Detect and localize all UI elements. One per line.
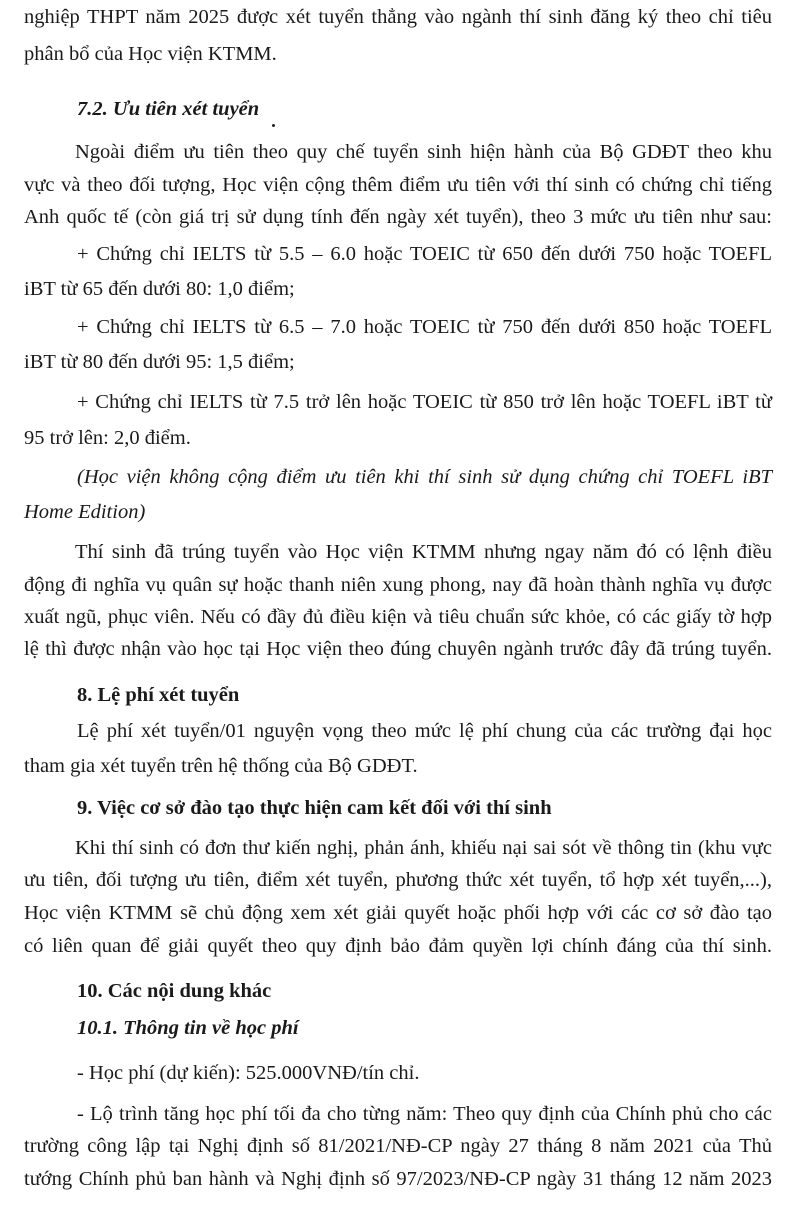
body-text-line: tướng Chính phủ ban hành và Nghị định số 97/2023/NĐ-CP ngày 31 tháng 12 năm 2023 bbox=[24, 1168, 772, 1190]
body-text-line: tham gia xét tuyển trên hệ thống của Bộ GDĐT. bbox=[24, 755, 418, 777]
body-text-line: Lệ phí xét tuyển/01 nguyện vọng theo mức lệ phí chung của các trường đại học bbox=[77, 720, 772, 742]
section-heading-9: 9. Việc cơ sở đào tạo thực hiện cam kết đối với thí sinh bbox=[77, 797, 552, 819]
section-heading-10: 10. Các nội dung khác bbox=[77, 980, 272, 1002]
list-item-line: + Chứng chỉ IELTS từ 7.5 trở lên hoặc TOEIC từ 850 trở lên hoặc TOEFL iBT từ bbox=[77, 391, 772, 413]
body-text-line: động đi nghĩa vụ quân sự hoặc thanh niên xung phong, nay đã hoàn thành nghĩa vụ được bbox=[24, 574, 772, 596]
body-text-line: trường công lập tại Nghị định số 81/2021/NĐ-CP ngày 27 tháng 8 năm 2021 của Thủ bbox=[24, 1135, 772, 1157]
list-item-line: + Chứng chỉ IELTS từ 6.5 – 7.0 hoặc TOEIC từ 750 đến dưới 850 hoặc TOEFL bbox=[77, 316, 772, 338]
list-item-line: + Chứng chỉ IELTS từ 5.5 – 6.0 hoặc TOEIC từ 650 đến dưới 750 hoặc TOEFL bbox=[77, 243, 772, 265]
list-item-line: iBT từ 80 đến dưới 95: 1,5 điểm; bbox=[24, 351, 295, 373]
list-item-line: 95 trở lên: 2,0 điểm. bbox=[24, 427, 191, 449]
body-text-line: Khi thí sinh có đơn thư kiến nghị, phản ánh, khiếu nại sai sót về thông tin (khu vực bbox=[75, 837, 772, 859]
body-text-line: Học viện KTMM sẽ chủ động xem xét giải quyết hoặc phối hợp với các cơ sở đào tạo bbox=[24, 902, 772, 924]
body-text-line: vực và theo đối tượng, Học viện cộng thêm điểm ưu tiên với thí sinh có chứng chỉ tiếng bbox=[24, 174, 772, 196]
body-text-line: Ngoài điểm ưu tiên theo quy chế tuyển sinh hiện hành của Bộ GDĐT theo khu bbox=[75, 141, 772, 163]
body-text-line: Anh quốc tế (còn giá trị sử dụng tính đến ngày xét tuyển), theo 3 mức ưu tiên như sau: bbox=[24, 206, 772, 228]
body-text-line: ưu tiên, đối tượng ưu tiên, điểm xét tuyển, phương thức xét tuyển, tổ hợp xét tuyển,...), bbox=[24, 869, 772, 891]
section-heading-8: 8. Lệ phí xét tuyển bbox=[77, 684, 240, 706]
body-text-line: - Lộ trình tăng học phí tối đa cho từng năm: Theo quy định của Chính phủ cho các bbox=[77, 1103, 772, 1125]
body-text-line: xuất ngũ, phục viên. Nếu có đầy đủ điều kiện và tiêu chuẩn sức khỏe, có các giấy tờ hợp bbox=[24, 606, 772, 628]
subsection-heading-10-1: 10.1. Thông tin về học phí bbox=[77, 1017, 299, 1039]
note-text-line: Home Edition) bbox=[24, 501, 146, 523]
body-text-line: có liên quan để giải quyết theo quy định bảo đảm quyền lợi chính đáng của thí sinh. bbox=[24, 935, 772, 957]
subsection-heading-7-2: 7.2. Ưu tiên xét tuyển bbox=[77, 98, 260, 120]
note-text-line: (Học viện không cộng điểm ưu tiên khi thí sinh sử dụng chứng chỉ TOEFL iBT bbox=[77, 466, 772, 488]
body-text-line: - Học phí (dự kiến): 525.000VNĐ/tín chỉ. bbox=[77, 1062, 420, 1084]
body-text-line: lệ thì được nhận vào học tại Học viện theo đúng chuyên ngành trước đây đã trúng tuyển. bbox=[24, 638, 772, 660]
body-text-line: phân bổ của Học viện KTMM. bbox=[24, 43, 277, 65]
stray-dot bbox=[272, 124, 275, 127]
body-text-line: Thí sinh đã trúng tuyển vào Học viện KTMM nhưng ngay năm đó có lệnh điều bbox=[75, 541, 772, 563]
body-text-line: nghiệp THPT năm 2025 được xét tuyển thẳng vào ngành thí sinh đăng ký theo chỉ tiêu bbox=[24, 6, 772, 28]
list-item-line: iBT từ 65 đến dưới 80: 1,0 điểm; bbox=[24, 278, 295, 300]
